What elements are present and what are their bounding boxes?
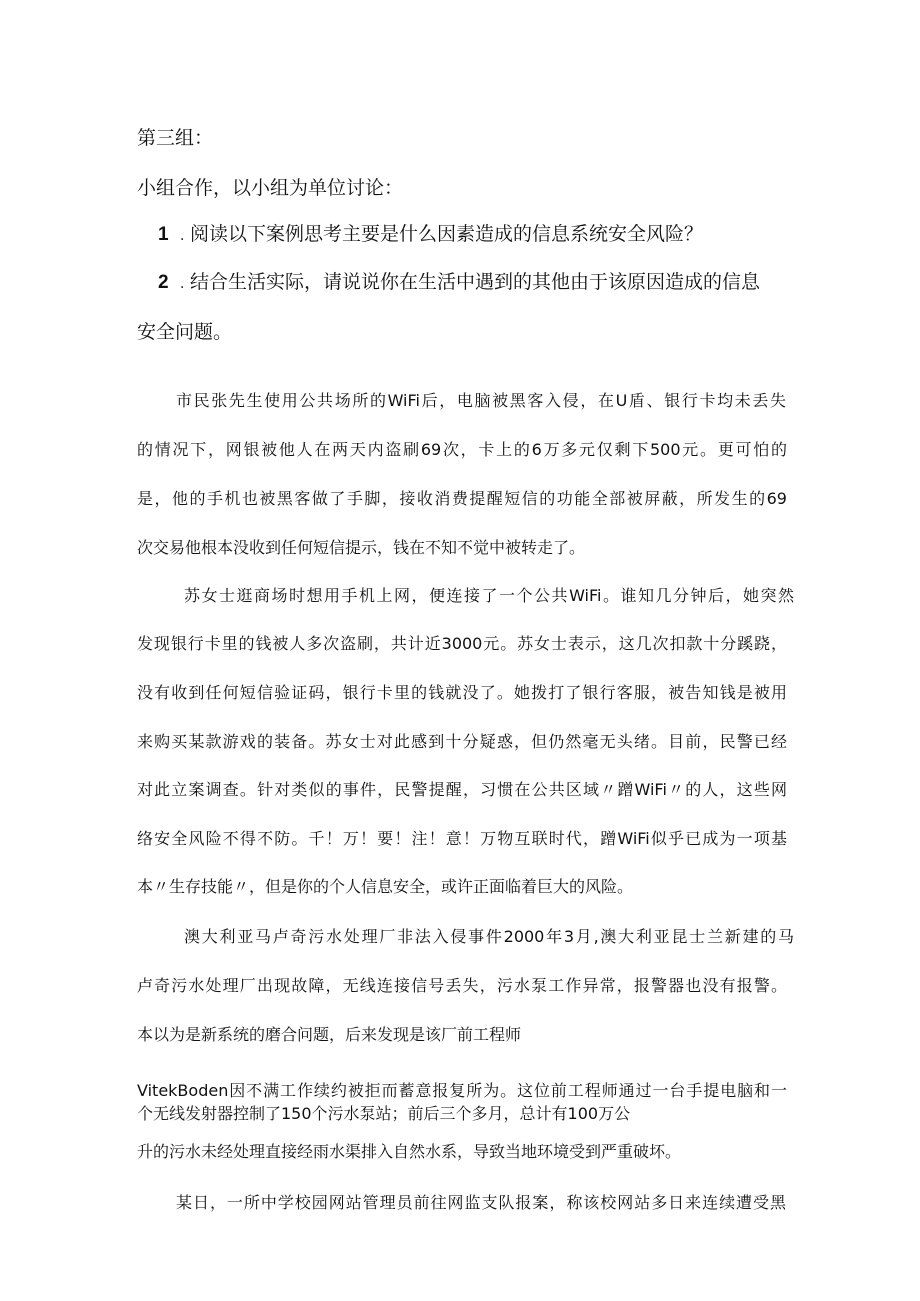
case1-line: 市民张先生使用公共场所的WiFi后，电脑被黑客入侵，在U盾、银行卡均未丢失 [176,391,786,410]
case3-line: 本以为是新系统的磨合问题，后来发现是该厂前工程师 [137,1025,522,1044]
instruction: 小组合作，以小组为单位讨论： [137,177,404,199]
case2-line: 没有收到任何短信验证码，银行卡里的钱就没了。她拨打了银行客服，被告知钱是被用 [137,683,787,702]
question-2 [158,270,760,296]
question-1 [158,222,703,248]
question-2-text: 结合生活实际，请说说你在生活中遇到的其他由于该原因造成的信息 [190,271,761,293]
question-2-separator: . [180,276,185,292]
case3-line: 升的污水未经处理直接经雨水渠排入自然水系，导致当地环境受到严重破坏。 [137,1142,682,1161]
case2-line: 发现银行卡里的钱被人多次盗刷，共计近3000元。苏女士表示，这几次扣款十分蹊跷， [137,634,787,653]
case3-line: VitekBoden因不满工作续约被拒而蓄意报复所为。这位前工程师通过一台手提电脑和一 [137,1081,787,1100]
group-title: 第三组： [137,127,214,149]
question-2-continuation: 安全问题。 [137,321,233,343]
case2-line: 络安全风险不得不防。千！万！要！注！意！万物互联时代，蹭WiFi似乎已成为一项基 [137,829,787,848]
case2-line: 本〃生存技能〃，但是你的个人信息安全，或许正面临着巨大的风险。 [137,877,634,896]
question-1-separator: . [180,228,185,244]
case1-line: 次交易他根本没收到任何短信提示，钱在不知不觉中被转走了。 [137,538,586,557]
case2-line: 来购买某款游戏的装备。苏女士对此感到十分疑惑，但仍然毫无头绪。目前，民警已经 [137,732,787,751]
case4-line: 某日，一所中学校园网站管理员前往网监支队报案，称该校网站多日来连续遭受黑 [176,1193,786,1212]
case2-line: 对此立案调查。针对类似的事件，民警提醒，习惯在公共区域〃蹭WiFi〃的人，这些网 [137,780,787,799]
question-1-text: 阅读以下案例思考主要是什么因素造成的信息系统安全风险？ [190,223,704,245]
question-1-number: 1 [158,224,169,245]
case3-line: 澳大利亚马卢奇污水处理厂非法入侵事件2000年3月,澳大利亚昆士兰新建的马 [184,927,794,946]
case1-line: 的情况下，网银被他人在两天内盗刷69次，卡上的6万多元仅剩下500元。更可怕的 [137,440,787,459]
case2-line: 苏女士逛商场时想用手机上网，便连接了一个公共WiFi。谁知几分钟后，她突然 [184,586,794,605]
case1-line: 是，他的手机也被黑客做了手脚，接收消费提醒短信的功能全部被屏蔽，所发生的69 [137,489,787,508]
question-2-number: 2 [158,272,169,293]
case3-line: 个无线发射器控制了150个污水泵站；前后三个多月，总计有100万公 [137,1104,631,1123]
case3-line: 卢奇污水处理厂出现故障，无线连接信号丢失，污水泵工作异常，报警器也没有报警。 [137,976,787,995]
